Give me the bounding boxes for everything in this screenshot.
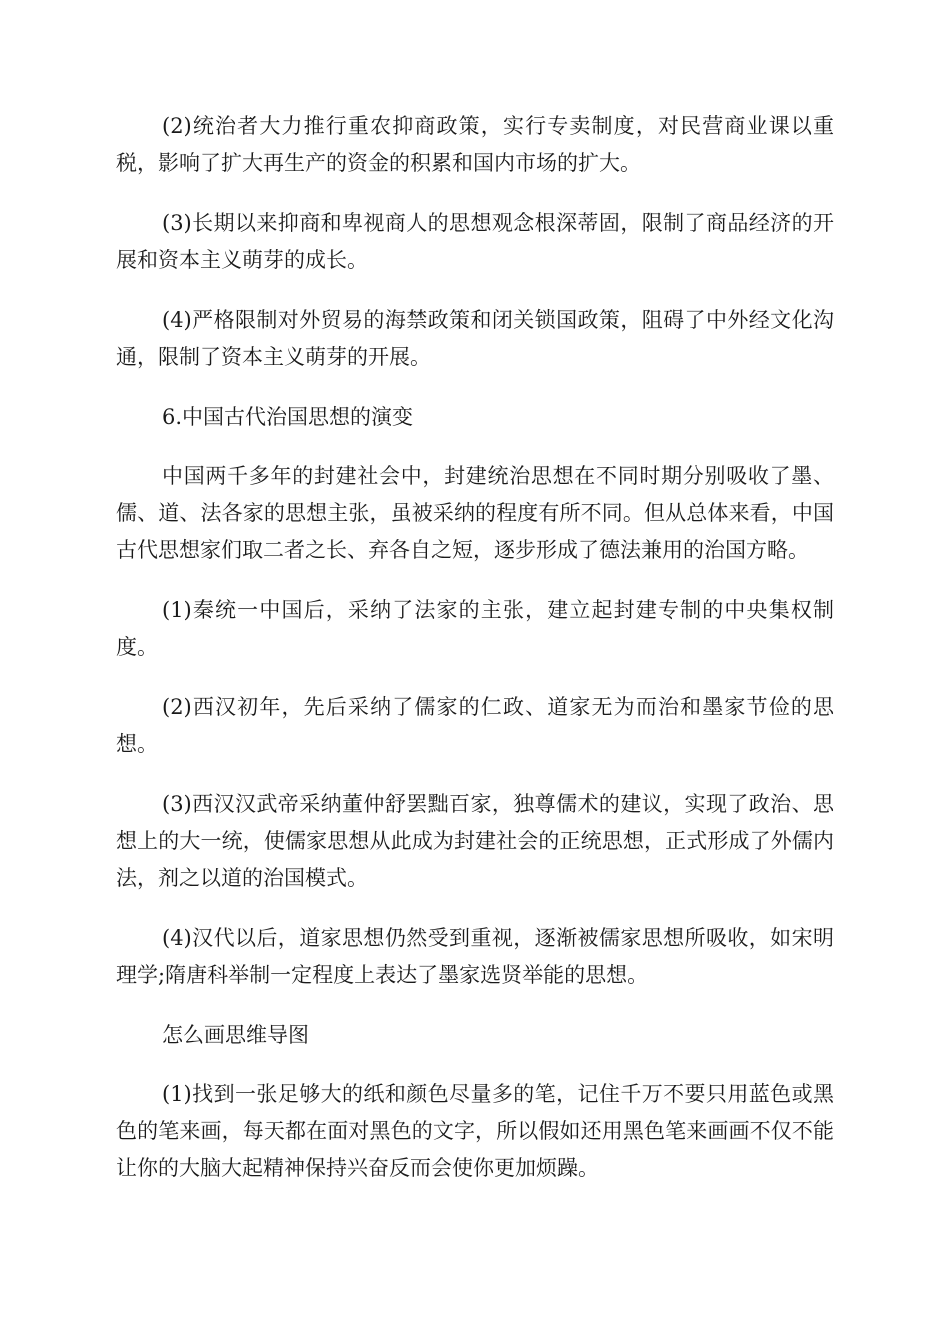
section-heading-governance-thought: 6.中国古代治国思想的演变	[162, 405, 414, 429]
paragraph-mind-map-1: (1)找到一张足够大的纸和颜色尽量多的笔，记住千万不要只用蓝色或黑色的笔来画，每天都在面对黑色的文字，所以假如还用黑色笔来画画不仅不能让你的大脑大起精神保持兴奋反而会使你更加烦躁。	[116, 1082, 834, 1180]
paragraph-governance-4: (4)汉代以后，道家思想仍然受到重视，逐渐被儒家思想所吸收，如宋明理学;隋唐科举制一定程度上表达了墨家选贤举能的思想。	[116, 926, 834, 987]
section-heading-mind-map: 怎么画思维导图	[162, 1023, 309, 1047]
paragraph-governance-intro: 中国两千多年的封建社会中，封建统治思想在不同时期分别吸收了墨、儒、道、法各家的思想主张，虽被采纳的程度有所不同。但从总体来看，中国古代思想家们取二者之长、弃各自之短，逐步形成了德法兼用的治国方略。	[116, 464, 834, 562]
paragraph-governance-3: (3)西汉汉武帝采纳董仲舒罢黜百家，独尊儒术的建议，实现了政治、思想上的大一统，使儒家思想从此成为封建社会的正统思想，正式形成了外儒内法，剂之以道的治国模式。	[116, 792, 834, 890]
paragraph-governance-2: (2)西汉初年，先后采纳了儒家的仁政、道家无为而治和墨家节俭的思想。	[116, 695, 834, 756]
document-body	[116, 108, 834, 1210]
paragraph-governance-1: (1)秦统一中国后，采纳了法家的主张，建立起封建专制的中央集权制度。	[116, 598, 834, 659]
paragraph-commerce-policy-3: (3)长期以来抑商和卑视商人的思想观念根深蒂固，限制了商品经济的开展和资本主义萌芽的成长。	[116, 211, 834, 272]
paragraph-commerce-policy-4: (4)严格限制对外贸易的海禁政策和闭关锁国政策，阻碍了中外经文化沟通，限制了资本主义萌芽的开展。	[116, 308, 834, 369]
paragraph-commerce-policy-2: (2)统治者大力推行重农抑商政策，实行专卖制度，对民营商业课以重税，影响了扩大再生产的资金的积累和国内市场的扩大。	[116, 114, 834, 175]
